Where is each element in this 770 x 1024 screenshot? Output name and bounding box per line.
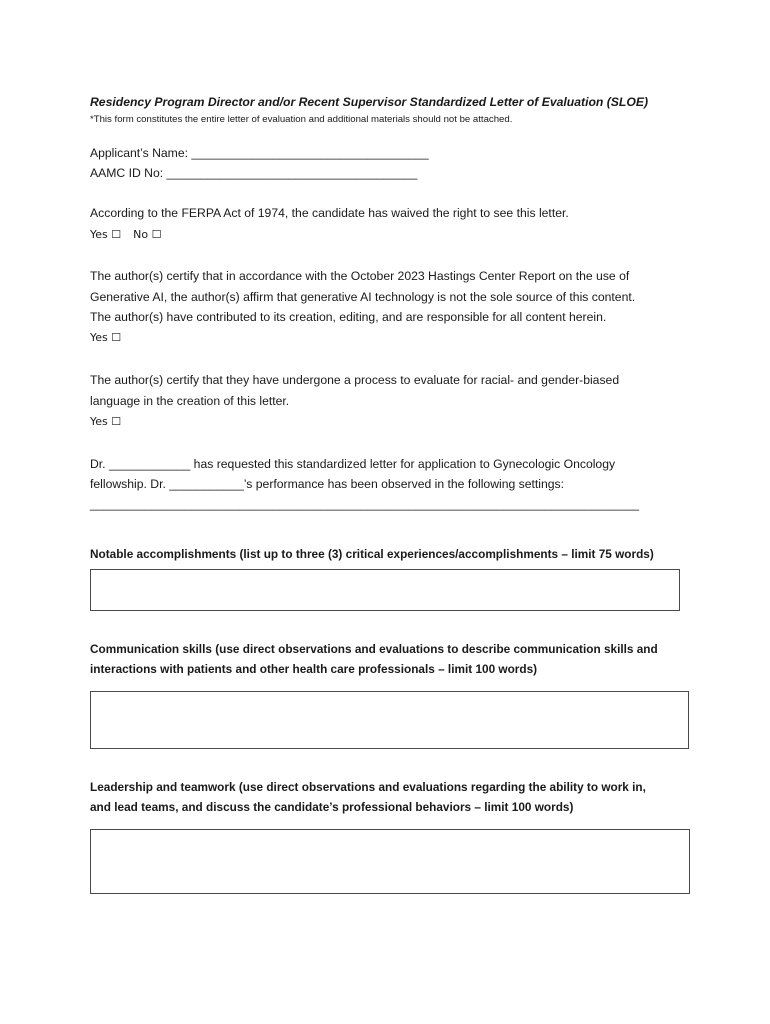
notable-accomplishments-heading: Notable accomplishments (list up to three (3) critical experiences/accomplishments – limit 75 words) xyxy=(90,547,654,561)
ferpa-options xyxy=(90,227,161,242)
doctor-request-line-1[interactable]: Dr. ____________ has requested this standardized letter for application to Gynecologic Oncology xyxy=(90,457,616,471)
ferpa-yes-checkbox[interactable]: Yes ☐ xyxy=(90,228,122,241)
ferpa-no-checkbox[interactable]: No ☐ xyxy=(133,228,162,241)
applicant-name-field[interactable]: Applicant’s Name: ___________________________________ xyxy=(90,146,429,160)
communication-skills-heading-2: interactions with patients and other health care professionals – limit 100 words) xyxy=(90,662,538,676)
ai-statement-line-1: The author(s) certify that in accordance with the October 2023 Hastings Center Report on the use of xyxy=(90,269,630,283)
ferpa-statement: According to the FERPA Act of 1974, the candidate has waived the right to see this letter. xyxy=(90,206,569,220)
communication-skills-heading-1: Communication skills (use direct observations and evaluations to describe communication skills and xyxy=(90,642,658,656)
aamc-id-field[interactable]: AAMC ID No: _____________________________________ xyxy=(90,166,418,180)
ai-yes-checkbox[interactable]: Yes ☐ xyxy=(90,331,122,344)
bias-statement-line-1: The author(s) certify that they have undergone a process to evaluate for racial- and gender-biased xyxy=(90,373,620,387)
observed-settings-field[interactable]: _________________________________________________________________________________ xyxy=(90,497,640,511)
ai-statement-line-3: The author(s) have contributed to its creation, editing, and are responsible for all content herein. xyxy=(90,310,607,324)
form-note: *This form constitutes the entire letter of evaluation and additional materials should not be attached. xyxy=(90,114,513,125)
leadership-teamwork-heading-1: Leadership and teamwork (use direct observations and evaluations regarding the ability to work in, xyxy=(90,780,646,794)
doctor-request-line-2[interactable]: fellowship. Dr. ___________’s performance has been observed in the following settings: xyxy=(90,477,565,491)
communication-skills-textbox[interactable] xyxy=(90,691,689,749)
ai-statement-line-2: Generative AI, the author(s) affirm that generative AI technology is not the sole source of this content. xyxy=(90,290,636,304)
leadership-teamwork-heading-2: and lead teams, and discuss the candidate’s professional behaviors – limit 100 words) xyxy=(90,800,574,814)
bias-statement-line-2: language in the creation of this letter. xyxy=(90,394,290,408)
leadership-teamwork-textbox[interactable] xyxy=(90,829,690,894)
bias-yes-checkbox[interactable]: Yes ☐ xyxy=(90,415,122,428)
notable-accomplishments-textbox[interactable] xyxy=(90,569,680,611)
form-title: Residency Program Director and/or Recent Supervisor Standardized Letter of Evaluation (SLOE) xyxy=(90,95,649,109)
